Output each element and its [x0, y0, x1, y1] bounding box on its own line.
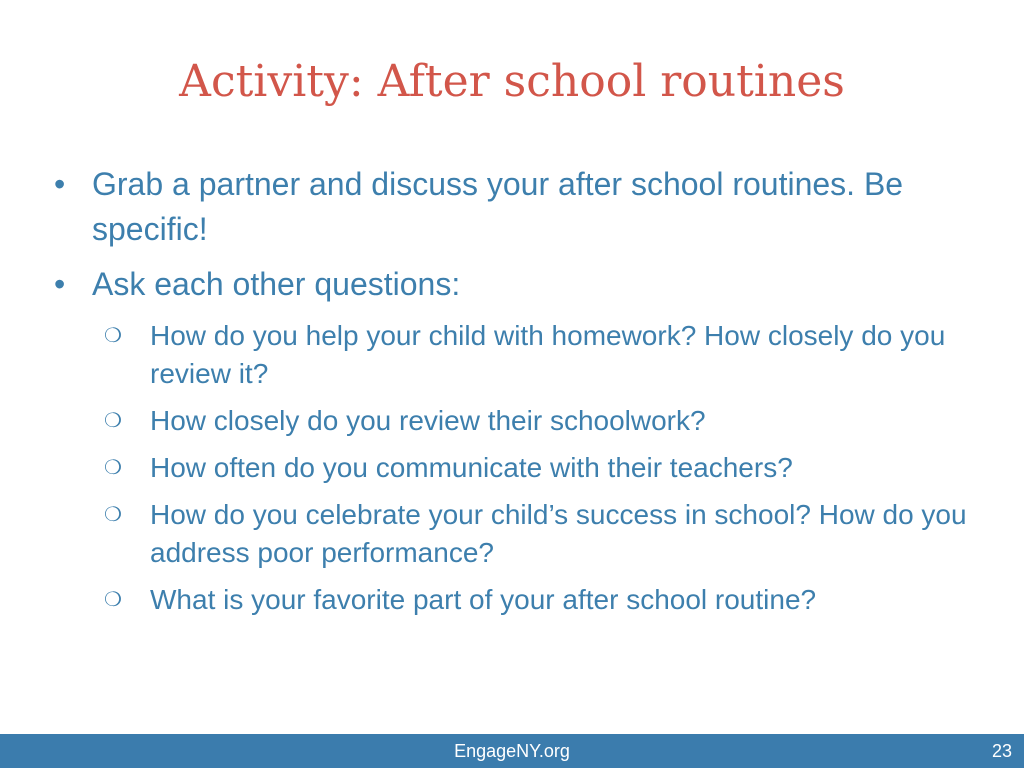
sub-bullet-text: What is your favorite part of your after school routine? — [150, 584, 817, 615]
footer-site-text: EngageNY.org — [454, 741, 570, 761]
bullet-text: Grab a partner and discuss your after school routines. Be specific! — [92, 166, 904, 247]
sub-bullet-item — [54, 402, 984, 440]
sub-bullet-icon: ❍ — [104, 325, 122, 347]
bullet-dot-icon: • — [54, 266, 66, 302]
slide-title: Activity: After school routines — [179, 56, 845, 107]
sub-bullet-text: How often do you communicate with their teachers? — [150, 452, 793, 483]
bullet-text: Ask each other questions: — [92, 266, 461, 302]
slide-page-number: 23 — [991, 741, 1012, 761]
sub-bullet-icon: ❍ — [104, 457, 122, 479]
sub-bullet-item — [54, 581, 984, 619]
sub-bullet-icon: ❍ — [104, 589, 122, 611]
bullet-item — [54, 162, 984, 252]
slide-content — [54, 162, 984, 628]
footer-bar — [0, 734, 1024, 768]
sub-bullet-text: How do you help your child with homework? How closely do you review it? — [150, 320, 946, 389]
sub-bullet-text: How do you celebrate your child’s success in school? How do you address poor performance? — [150, 499, 967, 568]
sub-bullet-item — [54, 317, 984, 393]
bullet-dot-icon: • — [54, 166, 66, 202]
sub-bullet-text: How closely do you review their schoolwork? — [150, 405, 706, 436]
sub-bullet-list — [54, 317, 984, 619]
sub-bullet-icon: ❍ — [104, 410, 122, 432]
sub-bullet-item — [54, 449, 984, 487]
sub-bullet-icon: ❍ — [104, 504, 122, 526]
sub-bullet-item — [54, 496, 984, 572]
bullet-item — [54, 262, 984, 307]
